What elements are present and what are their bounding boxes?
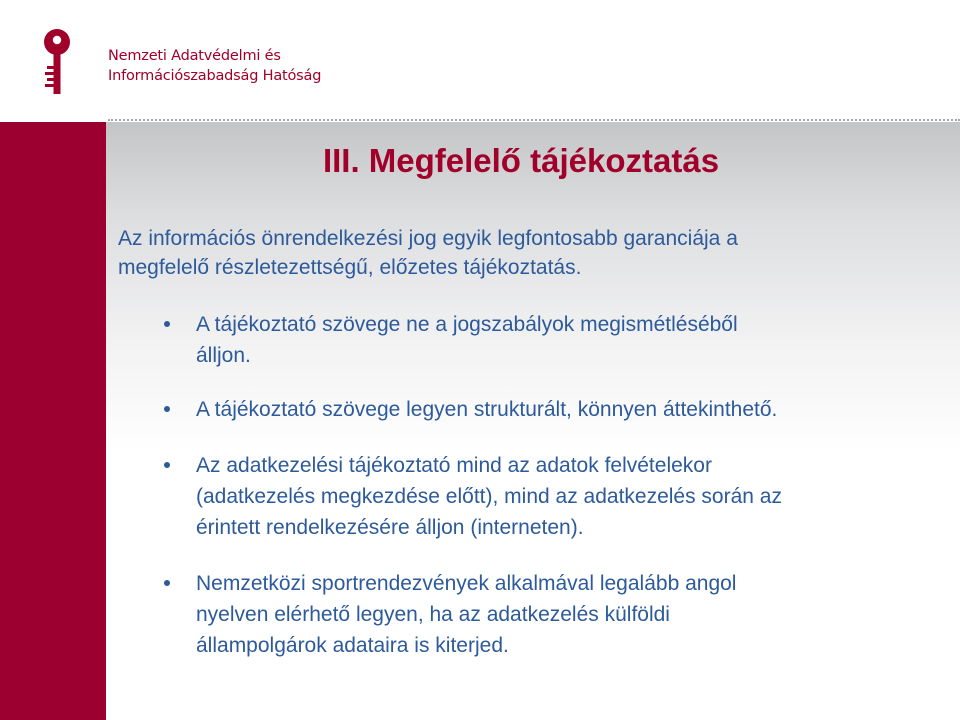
bullet-dot-icon [164,462,170,468]
key-icon [40,26,74,96]
bullet-4-line-1: Nemzetközi sportrendezvények alkalmával legalább angol [196,572,737,595]
organization-name-line-1: Nemzeti Adatvédelmi és [108,48,281,64]
organization-name-line-2: Információszabadság Hatóság [108,68,322,84]
bullet-dot-icon [164,580,170,586]
bullet-text-4 [196,568,736,661]
intro-paragraph [118,224,938,282]
bullet-text-2 [196,394,777,425]
bullet-text-1 [196,309,738,371]
intro-line-2: megfelelő részletezettségű, előzetes tájékoztatás. [118,256,582,279]
bullet-4-line-2: nyelven elérhető legyen, ha az adatkezelés külföldi [196,603,670,626]
sidebar-accent-bar [0,122,106,720]
bullet-1-line-2: álljon. [196,344,251,367]
bullet-3-line-2: (adatkezelés megkezdése előtt), mind az adatkezelés során az [196,485,782,508]
bullet-dot-icon [164,406,170,412]
header-divider [108,119,960,121]
bullet-3-line-1: Az adatkezelési tájékoztató mind az adatok felvételekor [196,454,712,477]
bullet-3-line-3: érintett rendelkezésére álljon (interneten). [196,516,584,539]
organization-name [108,46,321,86]
header [0,0,960,122]
bullet-text-3 [196,450,782,543]
bullet-2-line-1: A tájékoztató szövege legyen strukturált, könnyen áttekinthető. [196,398,778,421]
bullet-1-line-1: A tájékoztató szövege ne a jogszabályok megismétléséből [196,313,738,336]
bullet-dot-icon [164,321,170,327]
bullet-4-line-3: állampolgárok adataira is kiterjed. [196,634,509,657]
intro-line-1: Az információs önrendelkezési jog egyik legfontosabb garanciája a [118,227,738,250]
slide-title: III. Megfelelő tájékoztatás [322,142,720,179]
